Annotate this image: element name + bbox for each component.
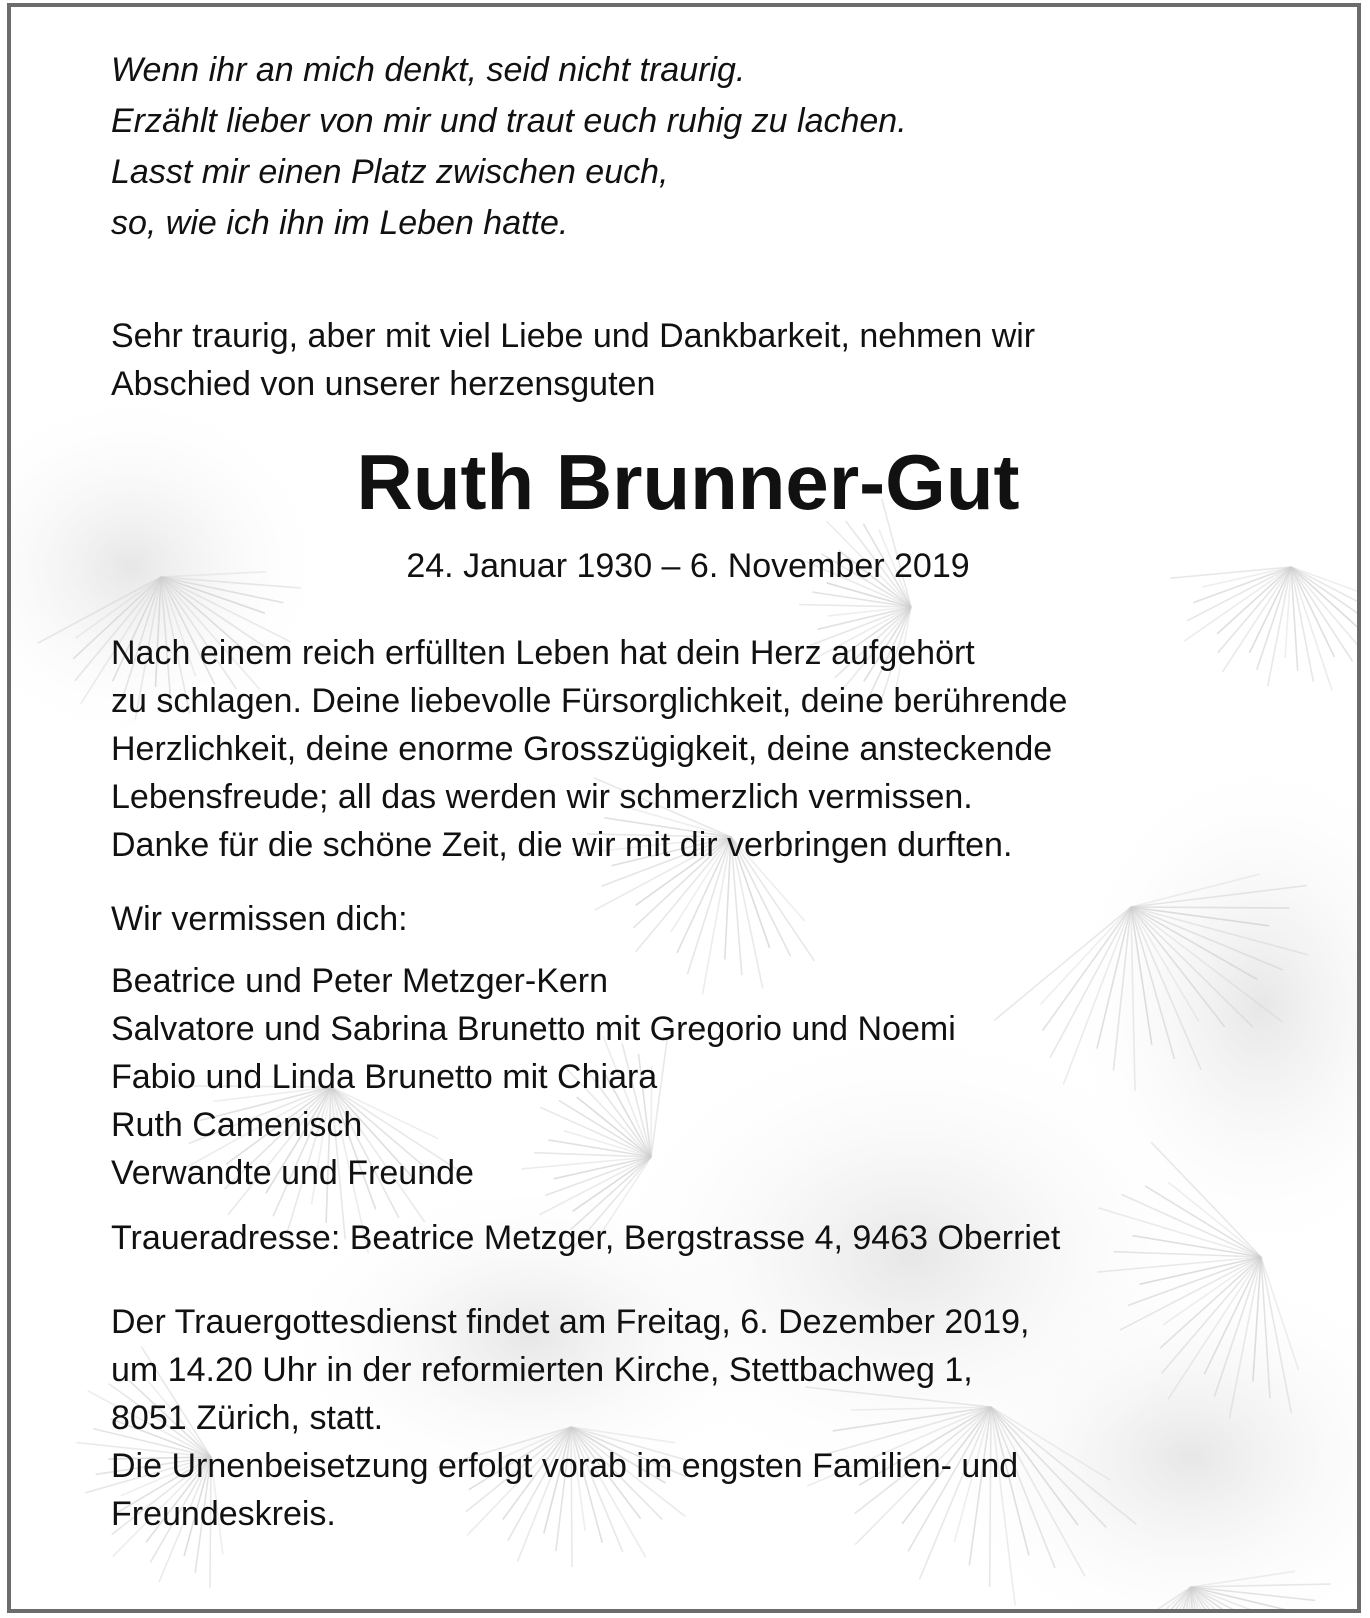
tribute-line: Danke für die schöne Zeit, die wir mit dir verbringen durften. <box>111 826 1013 864</box>
burial-line: Freundeskreis. <box>111 1495 336 1533</box>
intro-line: Abschied von unserer herzensguten <box>111 365 656 403</box>
service-line: um 14.20 Uhr in der reformierten Kirche, Stettbachweg 1, <box>111 1351 973 1389</box>
life-dates: 24. Januar 1930 – 6. November 2019 <box>406 547 970 585</box>
obituary-content <box>11 7 1361 1613</box>
mourner-name: Ruth Camenisch <box>111 1106 363 1144</box>
mourner-name: Beatrice und Peter Metzger-Kern <box>111 962 609 1000</box>
burial-line: Die Urnenbeisetzung erfolgt vorab im engsten Familien- und <box>111 1447 1019 1485</box>
service-line: Der Trauergottesdienst findet am Freitag, 6. Dezember 2019, <box>111 1303 1030 1341</box>
poem-line: Erzählt lieber von mir und traut euch ruhig zu lachen. <box>111 102 907 140</box>
deceased-name: Ruth Brunner-Gut <box>356 438 1020 526</box>
mourner-name: Salvatore und Sabrina Brunetto mit Gregorio und Noemi <box>111 1010 956 1048</box>
poem-line: Lasst mir einen Platz zwischen euch, <box>111 153 669 191</box>
burial-text <box>111 1442 1018 1538</box>
poem-line: Wenn ihr an mich denkt, seid nicht traurig. <box>111 51 746 89</box>
intro-text <box>111 312 1035 408</box>
mourner-name: Fabio und Linda Brunetto mit Chiara <box>111 1058 658 1096</box>
obituary-frame <box>7 3 1361 1613</box>
mourners-heading: Wir vermissen dich: <box>111 900 408 938</box>
mourners-list <box>111 957 956 1197</box>
tribute-text <box>111 629 1067 869</box>
tribute-line: Nach einem reich erfüllten Leben hat dein Herz aufgehört <box>111 634 975 672</box>
service-line: 8051 Zürich, statt. <box>111 1399 384 1437</box>
tribute-line: zu schlagen. Deine liebevolle Fürsorglichkeit, deine berührende <box>111 682 1068 720</box>
mourner-name: Verwandte und Freunde <box>111 1154 474 1192</box>
tribute-line: Herzlichkeit, deine enorme Grosszügigkeit, deine ansteckende <box>111 730 1053 768</box>
intro-line: Sehr traurig, aber mit viel Liebe und Dankbarkeit, nehmen wir <box>111 317 1036 355</box>
tribute-line: Lebensfreude; all das werden wir schmerzlich vermissen. <box>111 778 973 816</box>
poem <box>111 45 907 249</box>
mourning-address: Traueradresse: Beatrice Metzger, Bergstrasse 4, 9463 Oberriet <box>111 1219 1061 1257</box>
service-text <box>111 1298 1029 1442</box>
poem-line: so, wie ich ihn im Leben hatte. <box>111 204 569 242</box>
